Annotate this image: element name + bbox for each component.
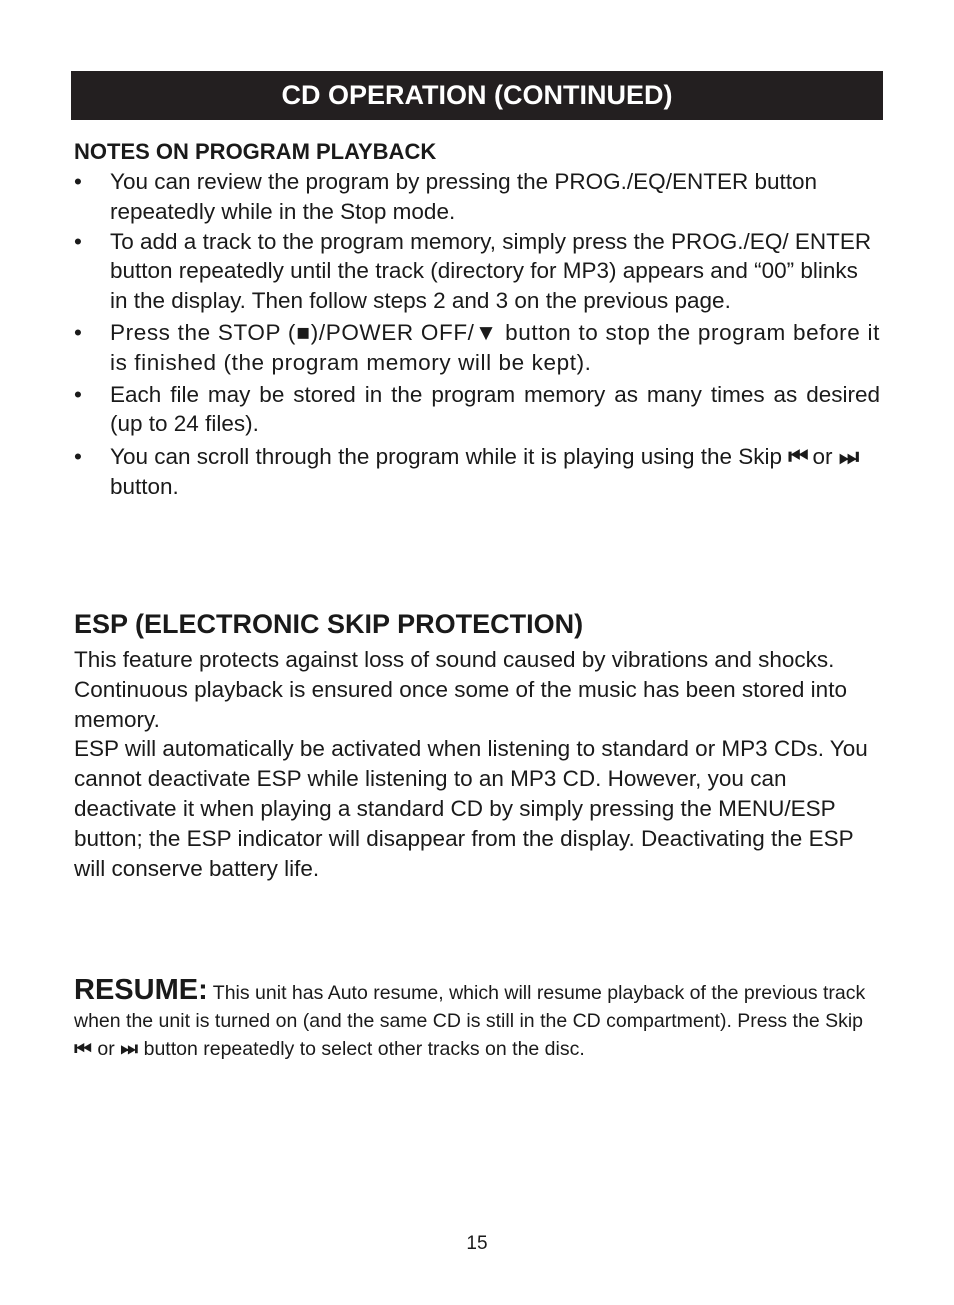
down-arrow-icon: ▼ xyxy=(474,319,498,345)
skip-forward-icon: ⏭ xyxy=(120,1038,138,1060)
section-title: CD OPERATION (CONTINUED) xyxy=(281,80,673,110)
list-item xyxy=(74,318,880,378)
bullet-text: or xyxy=(806,444,839,470)
list-item xyxy=(74,167,880,227)
resume-section xyxy=(74,976,874,1063)
list-item xyxy=(74,227,880,316)
section-banner xyxy=(71,71,883,120)
bullet-text: )/POWER OFF/ xyxy=(310,319,475,345)
bullet-text: Press the STOP ( xyxy=(110,319,296,345)
resume-text: This unit has Auto resume, which will resume playback of the previous track when the unit is turned on (and the same CD is still in the CD compartment). Press the Skip xyxy=(74,982,866,1032)
notes-list xyxy=(74,167,880,502)
list-item xyxy=(74,442,880,502)
bullet-text: You can review the program by pressing the PROG./EQ/ENTER button repeatedly while in the Stop mode. xyxy=(110,169,818,224)
skip-back-icon: ⏮ xyxy=(788,444,809,470)
skip-forward-icon: ⏭ xyxy=(838,444,860,470)
esp-body xyxy=(74,645,884,883)
esp-heading: ESP (ELECTRONIC SKIP PROTECTION) xyxy=(74,609,584,639)
bullet-text: Each file may be stored in the program memory as many times as desired (up to 24 files). xyxy=(110,381,880,437)
list-item xyxy=(74,380,880,440)
bullet-text: You can scroll through the program while it is playing using the Skip xyxy=(110,444,789,470)
notes-heading: NOTES ON PROGRAM PLAYBACK xyxy=(74,139,437,164)
esp-paragraph: This feature protects against loss of sound caused by vibrations and shocks. Continuous playback is ensured once some of the music has been stored into memory. xyxy=(74,647,847,732)
bullet-text: To add a track to the program memory, simply press the PROG./EQ/ ENTER button repeatedly until the track (directory for MP3) appears and “00” blinks in the display. Then follow steps 2 and 3 on the previous page. xyxy=(110,228,872,314)
stop-icon: ■ xyxy=(295,319,311,345)
page-number: 15 xyxy=(466,1233,488,1254)
esp-paragraph: ESP will automatically be activated when listening to standard or MP3 CDs. You cannot deactivate ESP while listening to an MP3 CD. However, you can deactivate it when playing a standard CD by simply pressing the MENU/ESP button; the ESP indicator will disappear from the display. Deactivating the ESP will conserve battery life. xyxy=(74,736,868,881)
resume-label: RESUME: xyxy=(74,974,208,1006)
bullet-text: button. xyxy=(110,473,179,499)
skip-back-icon: ⏮ xyxy=(74,1038,92,1060)
resume-text: or xyxy=(92,1038,121,1060)
bullet-text: button to stop the program before it is finished (the program memory will be kept). xyxy=(110,319,880,375)
resume-text: button repeatedly to select other tracks on the disc. xyxy=(138,1038,585,1060)
